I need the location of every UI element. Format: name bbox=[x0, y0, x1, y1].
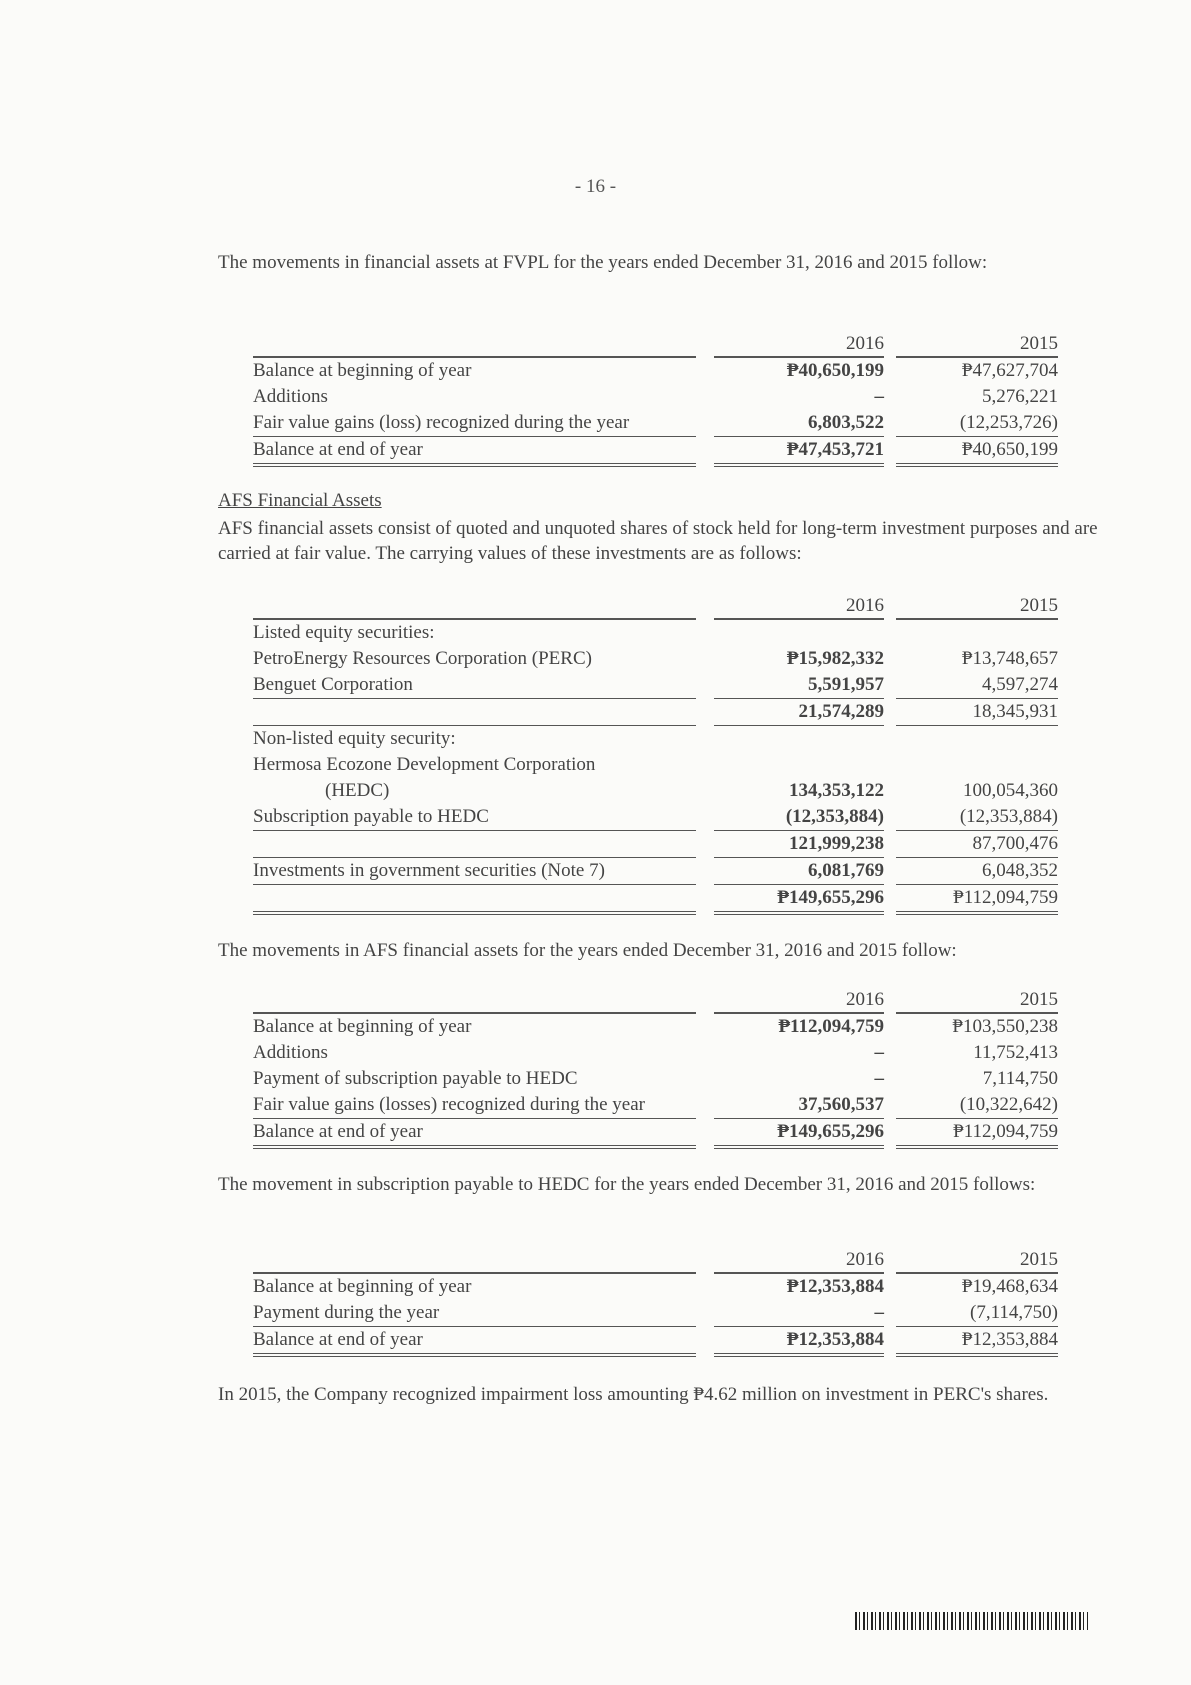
table-row: Balance at end of year ₱12,353,884 ₱12,353,884 bbox=[253, 1327, 1058, 1356]
table-row: Payment during the year – (7,114,750) bbox=[253, 1300, 1058, 1327]
table-row: Investments in government securities (Note 7) 6,081,769 6,048,352 bbox=[253, 858, 1058, 885]
afs-intro: AFS financial assets consist of quoted and unquoted shares of stock held for long-term investment purposes and are carried at fair value. The carrying values of these investments are as follows: bbox=[218, 518, 1098, 564]
afs-movement-table bbox=[253, 986, 1058, 1149]
barcode bbox=[855, 1612, 1088, 1630]
table-row: Balance at beginning of year ₱12,353,884 ₱19,468,634 bbox=[253, 1276, 1058, 1297]
afs-carrying-values-table bbox=[253, 592, 1058, 915]
total-row: ₱149,655,296 ₱112,094,759 bbox=[253, 885, 1058, 914]
table-row: Listed equity securities: bbox=[253, 622, 435, 643]
table-row: Hermosa Ecozone Development Corporation bbox=[253, 754, 596, 775]
col-header-2016: 2016 bbox=[714, 986, 884, 1013]
table-row: Balance at beginning of year ₱40,650,199 ₱47,627,704 bbox=[253, 360, 1058, 381]
table-row: Fair value gains (losses) recognized during the year 37,560,537 (10,322,642) bbox=[253, 1092, 1058, 1119]
table-row: Additions – 11,752,413 bbox=[253, 1042, 1058, 1063]
table-row: PetroEnergy Resources Corporation (PERC) ₱15,982,332 ₱13,748,657 bbox=[253, 648, 1058, 669]
table-row: Additions – 5,276,221 bbox=[253, 386, 1058, 407]
col-header-2015: 2015 bbox=[896, 986, 1058, 1013]
col-header-2015: 2015 bbox=[896, 592, 1058, 619]
col-header-2016: 2016 bbox=[714, 1246, 884, 1273]
page-number: - 16 - bbox=[574, 176, 617, 197]
afs-movement-intro: The movements in AFS financial assets for the years ended December 31, 2016 and 2015 follow: bbox=[218, 940, 957, 961]
fvpl-intro: The movements in financial assets at FVPL for the years ended December 31, 2016 and 2015 follow: bbox=[218, 252, 988, 273]
subtotal-row: 21,574,289 18,345,931 bbox=[253, 699, 1058, 726]
col-header-2016: 2016 bbox=[714, 592, 884, 619]
impairment-note: In 2015, the Company recognized impairment loss amounting ₱4.62 million on investment in PERC's shares. bbox=[218, 1384, 1049, 1405]
table-row: Balance at end of year ₱47,453,721 ₱40,650,199 bbox=[253, 437, 1058, 466]
subscription-intro: The movement in subscription payable to HEDC for the years ended December 31, 2016 and 2015 follows: bbox=[218, 1174, 1036, 1195]
fvpl-movement-table bbox=[253, 330, 1058, 467]
table-row: Balance at beginning of year ₱112,094,759 ₱103,550,238 bbox=[253, 1016, 1058, 1037]
table-row: (HEDC) 134,353,122 100,054,360 bbox=[325, 780, 1058, 801]
col-header-2015: 2015 bbox=[896, 1246, 1058, 1273]
table-row: Subscription payable to HEDC (12,353,884) (12,353,884) bbox=[253, 804, 1058, 831]
table-row: Payment of subscription payable to HEDC – 7,114,750 bbox=[253, 1068, 1058, 1089]
subtotal-row: 121,999,238 87,700,476 bbox=[253, 831, 1058, 858]
table-row: Balance at end of year ₱149,655,296 ₱112,094,759 bbox=[253, 1119, 1058, 1148]
table-row: Fair value gains (loss) recognized during the year 6,803,522 (12,253,726) bbox=[253, 410, 1058, 437]
table-row: Benguet Corporation 5,591,957 4,597,274 bbox=[253, 672, 1058, 699]
afs-heading: AFS Financial Assets bbox=[218, 490, 382, 511]
subscription-movement-table bbox=[253, 1246, 1058, 1357]
table-row: Non-listed equity security: bbox=[253, 728, 456, 749]
col-header-2016: 2016 bbox=[714, 330, 884, 357]
col-header-2015: 2015 bbox=[896, 330, 1058, 357]
